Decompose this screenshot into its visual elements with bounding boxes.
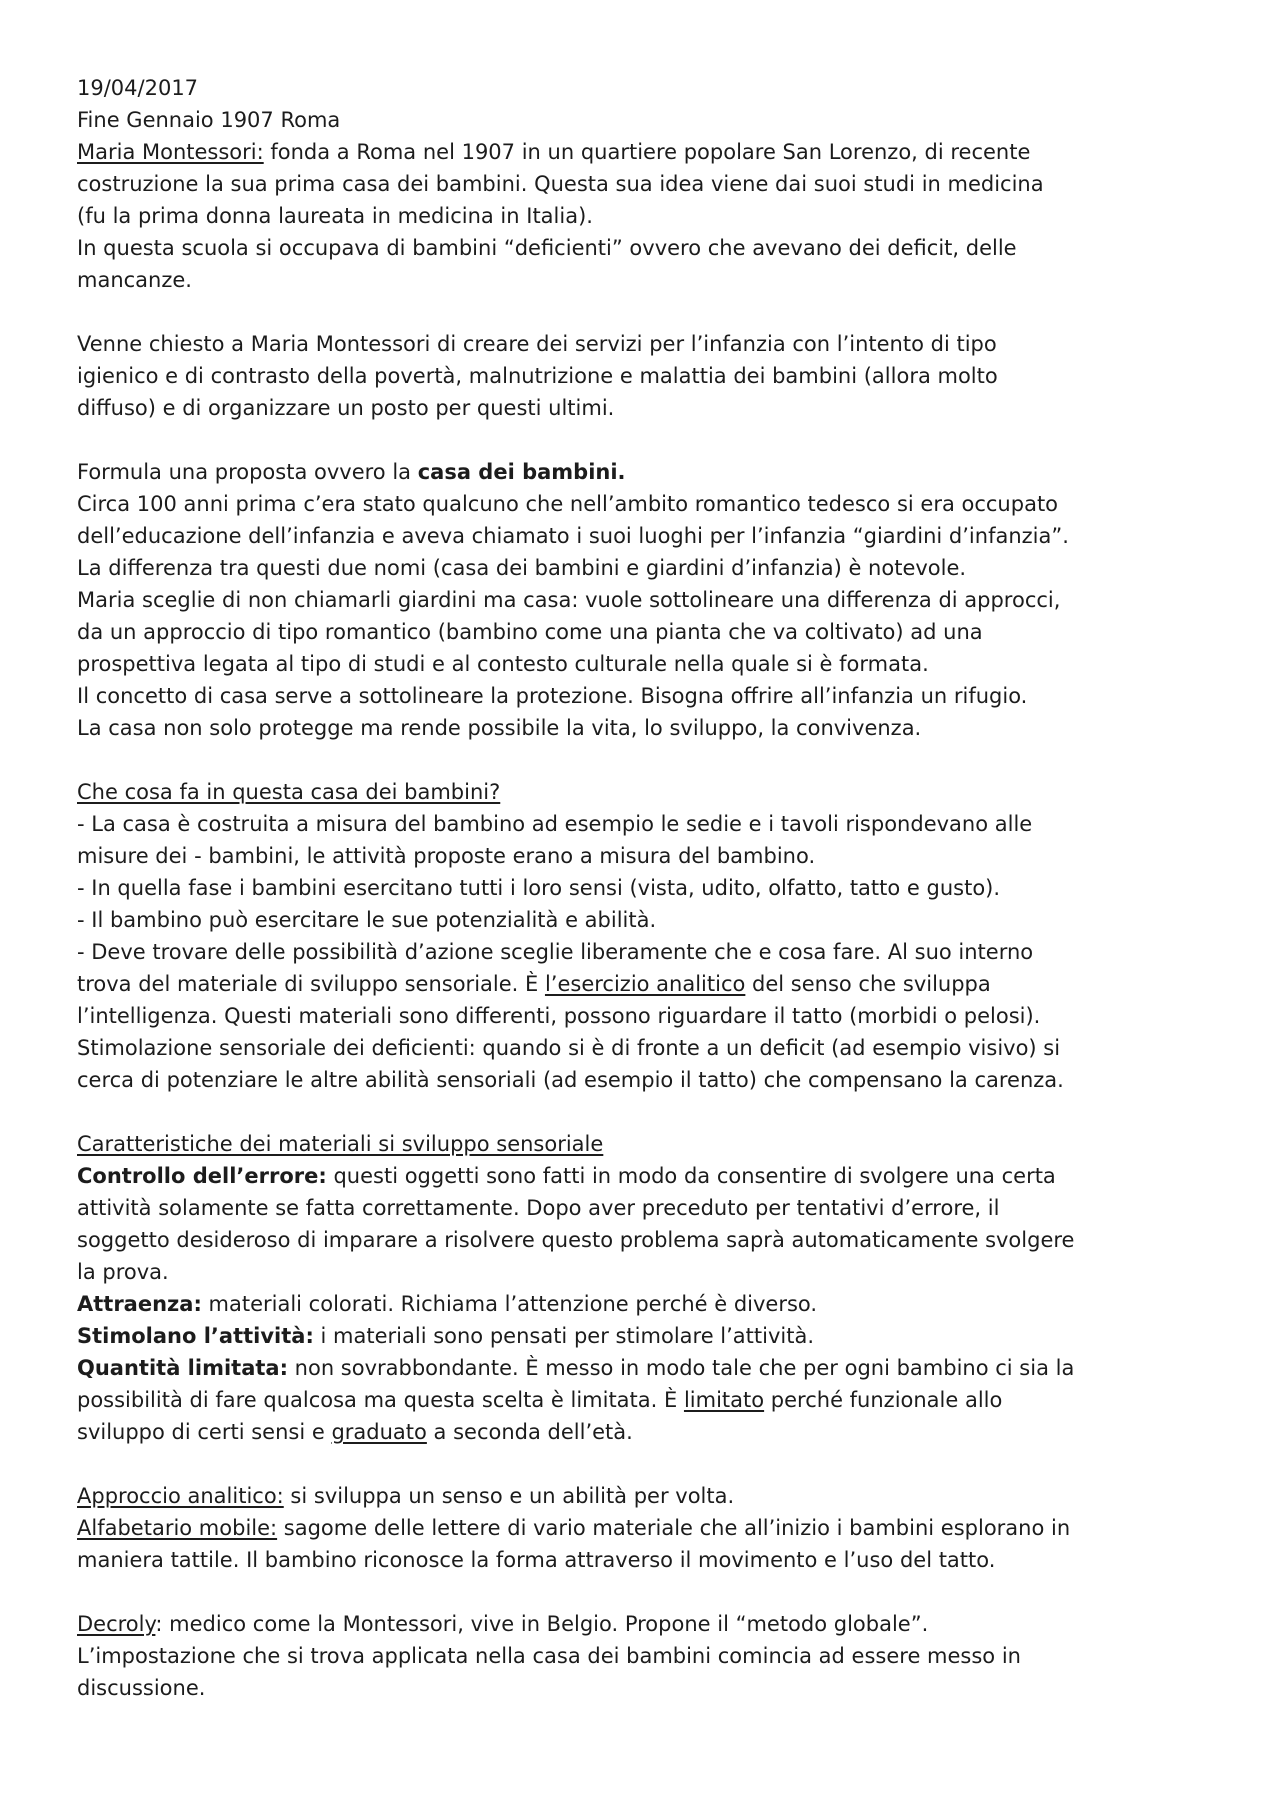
quantita-line-2 xyxy=(77,1384,1220,1416)
controllo-line-1 xyxy=(77,1160,1220,1192)
quantita-label: Quantità limitata: xyxy=(77,1356,288,1380)
para3-line-6: da un approccio di tipo romantico (bambino come una pianta che va coltivato) ad una xyxy=(77,620,983,644)
controllo-line-3: soggetto desideroso di imparare a risolvere questo problema saprà automaticamente svolgere xyxy=(77,1228,1075,1252)
casa-dei-bambini-bold: casa dei bambini. xyxy=(417,460,626,484)
alfabetario-label: Alfabetario mobile: xyxy=(77,1516,278,1540)
casa-line-1: - La casa è costruita a misura del bambino ad esempio le sedie e i tavoli rispondevano alle xyxy=(77,812,1033,836)
section-casa-heading xyxy=(77,776,1220,808)
alfabetario-line-1 xyxy=(77,1512,1220,1544)
casa-line-6-post: del senso che sviluppa xyxy=(745,972,991,996)
decroly-text: : medico come la Montessori, vive in Belgio. Propone il “metodo globale”. xyxy=(155,1612,929,1636)
quantita-line-2-post: perché funzionale allo xyxy=(764,1388,1003,1412)
para3-line-8: Il concetto di casa serve a sottolineare la protezione. Bisogna offrire all’infanzia un rifugio. xyxy=(77,684,1028,708)
stimolano-line xyxy=(77,1320,1220,1352)
intro-line-3: (fu la prima donna laureata in medicina in Italia). xyxy=(77,204,593,228)
casa-line-5: - Deve trovare delle possibilità d’azione sceglie liberamente che e cosa fare. Al suo interno xyxy=(77,940,1034,964)
section-materiali-heading xyxy=(77,1128,1220,1160)
casa-line-8: Stimolazione sensoriale dei deficienti: quando si è di fronte a un deficit (ad esempio visivo) si xyxy=(77,1036,1061,1060)
para3-line-5: Maria sceglie di non chiamarli giardini ma casa: vuole sottolineare una differenza di approcci, xyxy=(77,588,1061,612)
para3-line-3: dell’educazione dell’infanzia e aveva chiamato i suoi luoghi per l’infanzia “giardini d’infanzia”. xyxy=(77,524,1069,548)
section-casa-heading-text: Che cosa fa in questa casa dei bambini? xyxy=(77,780,501,804)
attraenza-line xyxy=(77,1288,1220,1320)
controllo-text: questi oggetti sono fatti in modo da consentire di svolgere una certa xyxy=(326,1164,1056,1188)
decroly-line-1 xyxy=(77,1608,1220,1640)
casa-line-9: cerca di potenziare le altre abilità sensoriali (ad esempio il tatto) che compensano la carenza. xyxy=(77,1068,1064,1092)
casa-line-7: l’intelligenza. Questi materiali sono differenti, possono riguardare il tatto (morbidi o pelosi). xyxy=(77,1004,1041,1028)
casa-line-2: misure dei - bambini, le attività proposte erano a misura del bambino. xyxy=(77,844,816,868)
stimolano-label: Stimolano l’attività: xyxy=(77,1324,314,1348)
graduato-underlined: graduato xyxy=(331,1420,427,1444)
quantita-line-2-pre: possibilità di fare qualcosa ma questa scelta è limitata. È xyxy=(77,1388,684,1412)
decroly-label: Decroly xyxy=(77,1612,156,1636)
intro-text: fonda a Roma nel 1907 in un quartiere popolare San Lorenzo, di recente xyxy=(263,140,1031,164)
intro-line-4: In questa scuola si occupava di bambini “deficienti” ovvero che avevano dei deficit, delle xyxy=(77,236,1017,260)
para2-line-2: igienico e di contrasto della povertà, malnutrizione e malattia dei bambini (allora molto xyxy=(77,364,998,388)
quantita-text: non sovrabbondante. È messo in modo tale che per ogni bambino ci sia la xyxy=(287,1356,1075,1380)
alfabetario-line-2: maniera tattile. Il bambino riconosce la forma attraverso il movimento e l’uso del tatto. xyxy=(77,1548,996,1572)
quantita-line-3-post: a seconda dell’età. xyxy=(426,1420,633,1444)
approccio-line xyxy=(77,1480,1220,1512)
casa-line-4: - Il bambino può esercitare le sue potenzialità e abilità. xyxy=(77,908,657,932)
quantita-line-1 xyxy=(77,1352,1220,1384)
intro-line-1 xyxy=(77,136,1220,168)
para3-line-1 xyxy=(77,456,1220,488)
decroly-line-2: L’impostazione che si trova applicata nella casa dei bambini comincia ad essere messo in xyxy=(77,1644,1021,1668)
approccio-text: si sviluppa un senso e un abilità per volta. xyxy=(283,1484,735,1508)
decroly-line-3: discussione. xyxy=(77,1676,206,1700)
intro-line-5: mancanze. xyxy=(77,268,192,292)
montessori-label: Maria Montessori: xyxy=(77,140,264,164)
stimolano-text: i materiali sono pensati per stimolare l’attività. xyxy=(313,1324,815,1348)
controllo-label: Controllo dell’errore: xyxy=(77,1164,327,1188)
approccio-label: Approccio analitico: xyxy=(77,1484,284,1508)
attraenza-text: materiali colorati. Richiama l’attenzione perché è diverso. xyxy=(201,1292,818,1316)
para3-line-4: La differenza tra questi due nomi (casa dei bambini e giardini d’infanzia) è notevole. xyxy=(77,556,967,580)
para2-line-3: diffuso) e di organizzare un posto per questi ultimi. xyxy=(77,396,615,420)
para3-line-2: Circa 100 anni prima c’era stato qualcuno che nell’ambito romantico tedesco si era occupato xyxy=(77,492,1059,516)
para3-text: Formula una proposta ovvero la xyxy=(77,460,418,484)
casa-line-6-pre: trova del materiale di sviluppo sensoriale. È xyxy=(77,972,545,996)
para3-line-9: La casa non solo protegge ma rende possibile la vita, lo sviluppo, la convivenza. xyxy=(77,716,922,740)
controllo-line-2: attività solamente se fatta correttamente. Dopo aver preceduto per tentativi d’errore, il xyxy=(77,1196,1000,1220)
section-materiali-heading-text: Caratteristiche dei materiali si sviluppo sensoriale xyxy=(77,1132,604,1156)
controllo-line-4: la prova. xyxy=(77,1260,169,1284)
subtitle: Fine Gennaio 1907 Roma xyxy=(77,108,341,132)
alfabetario-text: sagome delle lettere di vario materiale che all’inizio i bambini esplorano in xyxy=(277,1516,1071,1540)
para2-line-1: Venne chiesto a Maria Montessori di creare dei servizi per l’infanzia con l’intento di tipo xyxy=(77,332,997,356)
casa-line-3: - In quella fase i bambini esercitano tutti i loro sensi (vista, udito, olfatto, tatto e gusto). xyxy=(77,876,1001,900)
esercizio-analitico: l’esercizio analitico xyxy=(544,972,746,996)
intro-line-2: costruzione la sua prima casa dei bambini. Questa sua idea viene dai suoi studi in medicina xyxy=(77,172,1044,196)
quantita-line-3-pre: sviluppo di certi sensi e xyxy=(77,1420,332,1444)
date: 19/04/2017 xyxy=(77,76,199,100)
quantita-line-3 xyxy=(77,1416,1220,1448)
para3-line-7: prospettiva legata al tipo di studi e al contesto culturale nella quale si è formata. xyxy=(77,652,929,676)
casa-line-6 xyxy=(77,968,1220,1000)
attraenza-label: Attraenza: xyxy=(77,1292,202,1316)
limitato-underlined: limitato xyxy=(683,1388,765,1412)
